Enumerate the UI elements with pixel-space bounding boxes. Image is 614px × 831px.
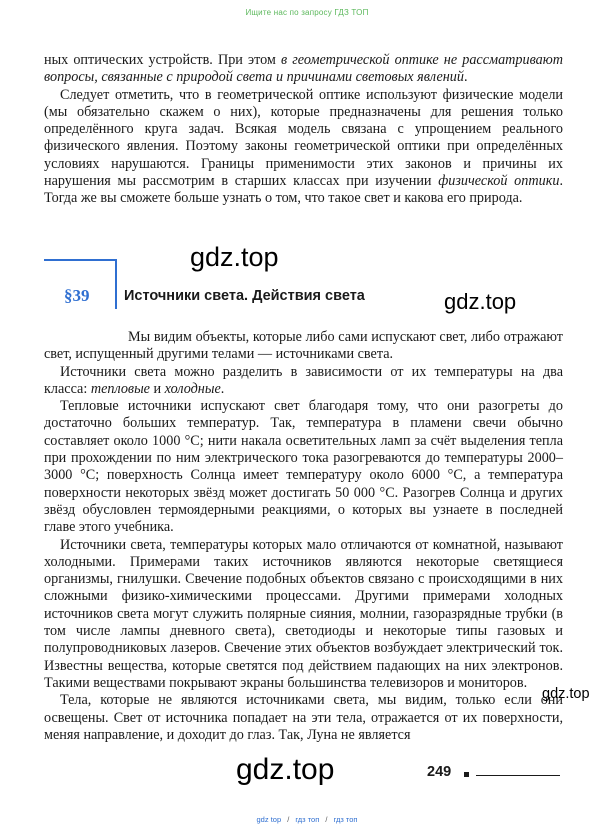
paragraph: Тела, которые не являются источниками света, мы видим, только если они освещены. Свет от источника попадает на эти тела, отражается от их поверхности, меняя направление, и доходит до глаз. Так, Луна не является <box>44 692 563 743</box>
watermark: gdz.top <box>542 686 590 702</box>
page-number: 249 <box>427 764 452 780</box>
page-marker-square <box>464 772 469 777</box>
paragraph <box>44 87 563 208</box>
watermark: gdz.top <box>444 289 517 314</box>
watermark: gdz.top <box>190 242 279 272</box>
text-run: . Тогда же вы сможете больше узнать о том, что такое свет и какова его природа. <box>44 173 563 207</box>
italic-run: тепловые <box>90 380 150 397</box>
text-run: . <box>220 380 225 397</box>
section-title: Источники света. Действия света <box>124 288 365 304</box>
footer-link[interactable]: гдз топ <box>333 815 358 824</box>
paragraph: Мы видим объекты, которые либо сами испускают свет, либо отражают свет, испущенный другими телами — источниками света. <box>44 329 563 363</box>
italic-run: холодные <box>164 380 221 397</box>
paragraph <box>44 52 563 87</box>
top-banner: Ищите нас по запросу ГДЗ ТОП <box>245 8 369 17</box>
text-run: ных оптических устройств. При этом <box>44 52 281 68</box>
page-marker-rule <box>476 775 560 776</box>
text-block-section <box>44 329 563 744</box>
text-run: и <box>149 380 165 397</box>
section-number: §39 <box>64 286 90 305</box>
text-run: . <box>463 69 468 86</box>
paragraph <box>44 364 563 399</box>
italic-run: в геометрической оптике не рассматривают вопросы, связанные с природой света и причинами световых явлений <box>44 52 564 86</box>
paragraph: Тепловые источники испускают свет благодаря тому, что они разогреты до достаточно больших температур. Так, температура в пламени свечи обычно составляет около 1000 °С; нити накала осветительных ламп за счёт выделения тепла при прохождении по ним электрического тока разогреваются до температуры 2000–3000 °С; поверхность Солнца имеет температуру около 6000 °С, а температура поверхности некоторых звёзд может достигать 50 000 °С. Разогрев Солнца и других звёзд обусловлен термоядерными реакциями, о которых вы узнаете в последней главе этого учебника. <box>44 398 563 536</box>
footer-links <box>0 815 614 824</box>
paragraph: Источники света, температуры которых мало отличаются от комнатной, называют холодными. Примерами таких источников являются некоторые светящиеся организмы, гнилушки. Свечение подобных объектов связано с происходящими в них сложными физико-химическими процессами. Другими примерами холодных источников света могут служить полярные сияния, молнии, газоразрядные трубки (в том числе лампы дневного света), светодиоды и некоторые типы газовых и полупроводниковых лазеров. Свечение этих объектов возбуждает электрический ток. Известны вещества, которые светятся под действием падающих на них электронов. Такими веществами покрывают экраны большинства телевизоров и мониторов. <box>44 536 563 691</box>
text-run: Следует отметить, что в геометрической оптике используют физические модели (мы обязательно скажем о них), которые предназначены для решения только определённого круга задач. Всякая модель связана с упрощением реального физического явления. Поэтому законы геометрической оптики при определённых условиях нарушаются. Границы применимости этих законов и причины их нарушения мы рассмотрим в старших классах при изучении <box>44 86 563 190</box>
footer-link[interactable]: гдз топ <box>295 815 320 824</box>
footer-separator: / <box>287 815 290 824</box>
section-decor-hline <box>44 259 117 261</box>
text-run: Источники света можно разделить в зависимости от их температуры на два класса: <box>44 363 563 397</box>
italic-run: физической оптики <box>438 173 560 190</box>
text-block-top <box>44 52 563 208</box>
footer-link[interactable]: gdz top <box>256 815 282 824</box>
section-decor-vline <box>115 259 117 309</box>
footer-separator: / <box>325 815 328 824</box>
watermark: gdz.top <box>236 753 335 786</box>
